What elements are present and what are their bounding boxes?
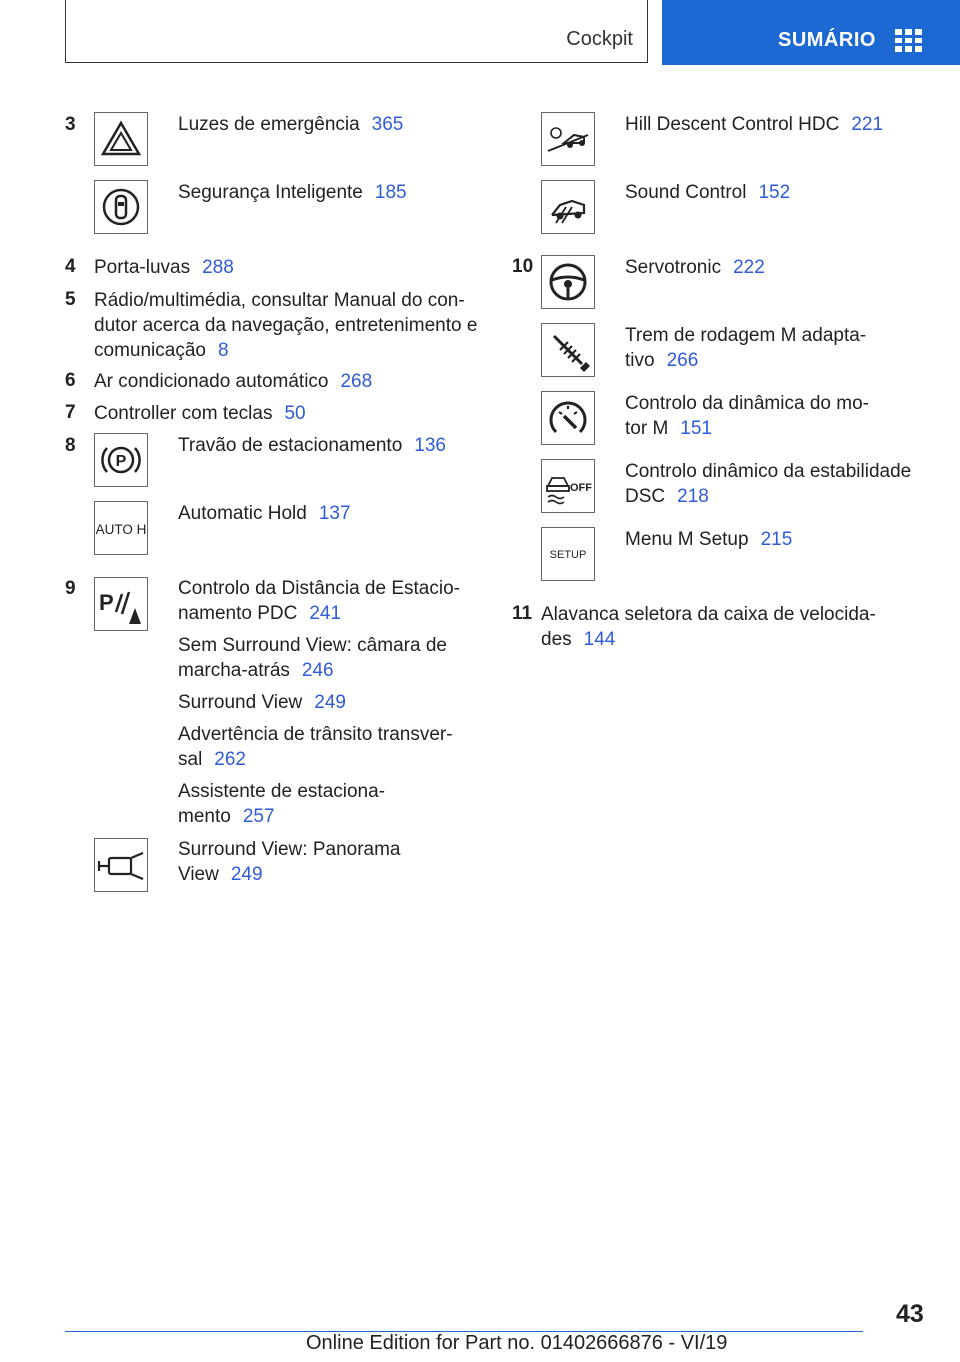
item-number-11: 11 [512, 603, 533, 624]
dsc-line-1: Controlo dinâmico da estabilidade [625, 461, 912, 482]
surround-view-page-link[interactable]: 249 [314, 692, 346, 713]
adaptive-suspension-entry [625, 323, 866, 373]
sound-control-icon [541, 180, 595, 234]
page-number: 43 [896, 1300, 924, 1328]
section-title: Cockpit [566, 28, 633, 50]
auto-hold-label: Automatic Hold [178, 503, 307, 524]
auto-hold-icon [94, 501, 148, 555]
hdc-page-link[interactable]: 221 [851, 114, 884, 135]
intelligent-safety-icon [94, 180, 148, 234]
sound-control-label: Sound Control [625, 182, 747, 203]
dsc-off-icon [541, 459, 595, 513]
panorama-page-link[interactable]: 249 [230, 864, 263, 885]
pdc-line-1: Controlo da Distância de Estacio‐ [178, 578, 460, 599]
glovebox-page-link[interactable]: 288 [202, 257, 234, 278]
hazard-warning-icon [94, 112, 148, 166]
summary-label: SUMÁRIO [778, 29, 876, 51]
adaptive-suspension-line-2: tivo [625, 350, 655, 371]
item-number-9: 9 [65, 578, 76, 599]
item-number-6: 6 [65, 370, 76, 391]
engine-dynamics-entry [625, 391, 869, 441]
summary-button[interactable] [662, 0, 960, 65]
parking-assistant-line-2: mento [178, 806, 231, 827]
controller-label: Controller com teclas [94, 403, 273, 424]
pdc-line-2: namento PDC [178, 603, 298, 624]
item-number-8: 8 [65, 435, 76, 456]
hdc-label: Hill Descent Control HDC [625, 114, 840, 135]
item-3b-entry [178, 180, 407, 205]
adaptive-suspension-page-link[interactable]: 266 [666, 350, 699, 371]
radio-line-1: Rádio/multimédia, consultar Manual do con‐ [94, 290, 465, 311]
panorama-line-2: View [178, 864, 219, 885]
adaptive-suspension-line-1: Trem de rodagem M adapta‐ [625, 325, 867, 346]
item-8b-entry [178, 501, 351, 526]
item-11-entry [541, 602, 876, 652]
glovebox-label: Porta-luvas [94, 257, 191, 278]
m-setup-page-link[interactable]: 215 [760, 529, 793, 550]
intelligent-safety-page-link[interactable]: 185 [374, 182, 407, 203]
dsc-page-link[interactable]: 218 [677, 486, 709, 507]
item-4-entry [94, 255, 234, 280]
dsc-line-2: DSC [625, 486, 666, 507]
hill-descent-icon [541, 112, 595, 166]
parking-assistant-line-1: Assistente de estaciona‐ [178, 781, 386, 802]
m-setup-entry [625, 527, 792, 552]
cross-traffic-line-2: sal [178, 749, 203, 770]
engine-dynamics-line-1: Controlo da dinâmica do mo‐ [625, 393, 869, 414]
intelligent-safety-label: Segurança Inteligente [178, 182, 363, 203]
item-9-entries [178, 576, 460, 829]
rear-camera-line-1: Sem Surround View: câmara de [178, 635, 447, 656]
item-number-7: 7 [65, 402, 76, 423]
gear-selector-line-1: Alavanca seletora da caixa de velocida‐ [541, 604, 876, 625]
grid-menu-icon [895, 29, 922, 52]
item-number-4: 4 [65, 256, 76, 277]
panorama-view-icon [94, 838, 148, 892]
item-number-3: 3 [65, 114, 76, 135]
sound-control-page-link[interactable]: 152 [758, 182, 791, 203]
parking-brake-icon [94, 433, 148, 487]
item-5-entry [94, 288, 477, 363]
auto-hold-page-link[interactable]: 137 [318, 503, 351, 524]
climate-label: Ar condicionado automático [94, 371, 329, 392]
servotronic-label: Servotronic [625, 257, 722, 278]
svg-text:P: P [115, 453, 127, 470]
surround-view-label: Surround View [178, 692, 303, 713]
rear-camera-page-link[interactable]: 246 [301, 660, 334, 681]
pdc-icon [94, 577, 148, 631]
footer-edition: Online Edition for Part no. 01402666876 - VI/19 [306, 1332, 728, 1354]
engine-dynamics-icon [541, 391, 595, 445]
steering-wheel-icon [541, 255, 595, 309]
item-3a-entry [178, 112, 403, 137]
pdc-page-link[interactable]: 241 [309, 603, 342, 624]
item-9-panorama-entry [178, 837, 401, 887]
parking-brake-page-link[interactable]: 136 [414, 435, 446, 456]
m-setup-icon-text: SETUP [549, 549, 587, 561]
adaptive-suspension-icon [541, 323, 595, 377]
gear-selector-page-link[interactable]: 144 [583, 629, 616, 650]
climate-page-link[interactable]: 268 [340, 371, 373, 392]
controller-page-link[interactable]: 50 [284, 403, 306, 424]
servotronic-entry [625, 255, 765, 280]
m-setup-icon [541, 527, 595, 581]
dsc-off-icon-text: OFF [570, 482, 592, 494]
parking-assistant-page-link[interactable]: 257 [242, 806, 275, 827]
rear-camera-line-2: marcha-atrás [178, 660, 290, 681]
parking-brake-label: Travão de estacionamento [178, 435, 403, 456]
panorama-line-1: Surround View: Panorama [178, 839, 401, 860]
engine-dynamics-page-link[interactable]: 151 [680, 418, 712, 439]
auto-hold-icon-text: AUTO H [95, 522, 147, 537]
sound-control-entry [625, 180, 790, 205]
item-6-entry [94, 369, 372, 394]
item-7-entry [94, 401, 306, 426]
item-8a-entry [178, 433, 446, 458]
engine-dynamics-line-2: tor M [625, 418, 669, 439]
radio-line-2: dutor acerca da navegação, entretenimento e [94, 315, 478, 336]
servotronic-page-link[interactable]: 222 [733, 257, 765, 278]
header-section-box [65, 0, 648, 63]
gear-selector-line-2: des [541, 629, 572, 650]
hazard-label: Luzes de emergência [178, 114, 360, 135]
radio-page-link[interactable]: 8 [217, 340, 229, 361]
svg-text:P: P [99, 590, 114, 615]
item-number-5: 5 [65, 289, 76, 310]
hdc-entry [625, 112, 883, 137]
cross-traffic-line-1: Advertência de trânsito transver‐ [178, 724, 453, 745]
item-number-10: 10 [512, 256, 534, 277]
radio-line-3: comunicação [94, 340, 206, 361]
m-setup-label: Menu M Setup [625, 529, 749, 550]
dsc-entry [625, 459, 911, 509]
cross-traffic-page-link[interactable]: 262 [214, 749, 246, 770]
hazard-page-link[interactable]: 365 [371, 114, 404, 135]
